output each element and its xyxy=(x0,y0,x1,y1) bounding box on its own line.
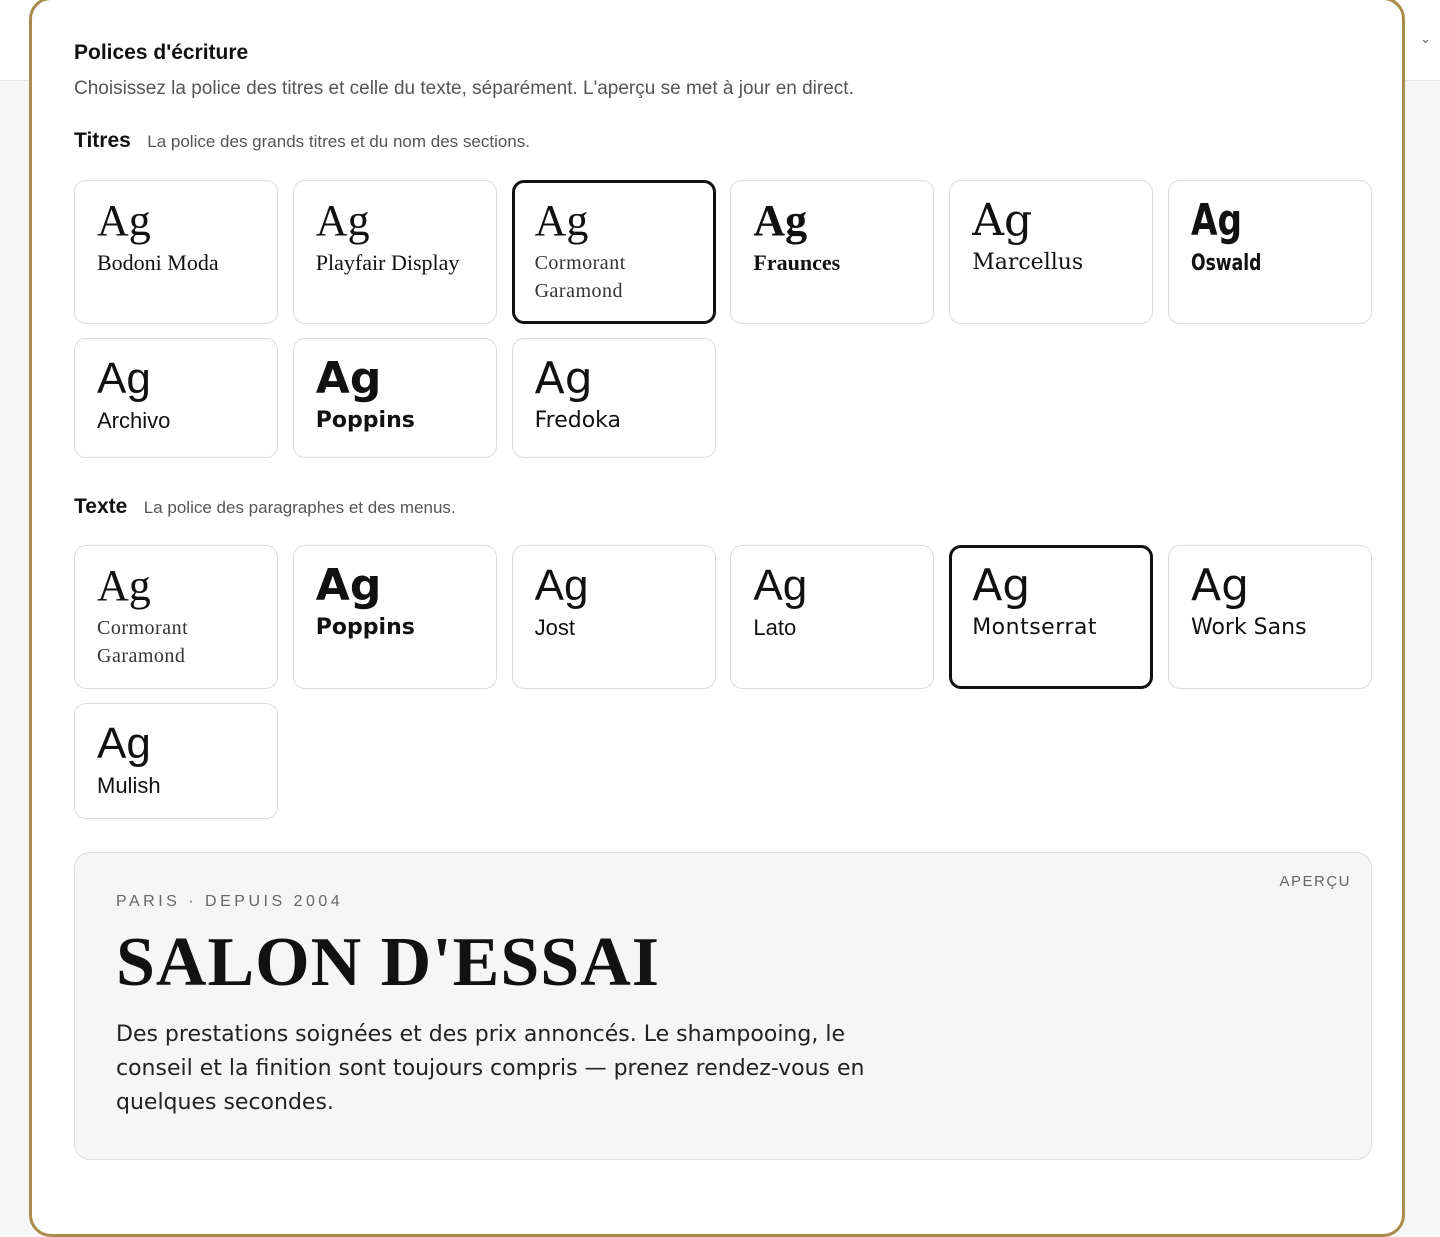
font-label: Cormorant Garamond xyxy=(534,252,626,302)
font-label: Playfair Display xyxy=(315,250,460,275)
font-sample: Ag xyxy=(97,354,151,403)
texte-font-work-sans[interactable] xyxy=(1168,545,1372,689)
font-sample: Ag xyxy=(97,719,151,768)
titres-font-playfair-display[interactable] xyxy=(293,180,497,324)
font-sample: Ag xyxy=(315,560,382,611)
titres-font-bodoni-moda[interactable] xyxy=(74,180,278,324)
font-label: Jost xyxy=(534,615,575,640)
font-sample: Ag xyxy=(1190,560,1250,611)
font-sample: Ag xyxy=(972,560,1031,611)
font-label: Montserrat xyxy=(972,615,1098,640)
panel-title: Polices d'écriture xyxy=(74,41,249,64)
panel-subtitle: Choisissez la police des titres et celle du texte, séparément. L'aperçu se met à jour en direct. xyxy=(74,78,854,99)
font-sample: Ag xyxy=(315,353,382,404)
preview-headline: SALON D'ESSAI xyxy=(116,924,661,1001)
font-label: Poppins xyxy=(315,408,415,433)
font-sample: Ag xyxy=(753,196,808,245)
font-label: Oswald xyxy=(1190,251,1262,276)
texte-font-grid xyxy=(74,545,1372,819)
font-label: Cormorant Garamond xyxy=(97,617,189,667)
texte-section-title: Texte xyxy=(74,495,128,518)
titres-font-grid xyxy=(74,180,1372,458)
texte-font-montserrat[interactable] xyxy=(949,545,1153,689)
titres-font-oswald[interactable] xyxy=(1168,180,1372,324)
font-sample: Ag xyxy=(534,353,593,404)
texte-font-cormorant-garamond[interactable] xyxy=(74,545,278,689)
texte-section-desc: La police des paragraphes et des menus. xyxy=(143,498,456,517)
font-label: Poppins xyxy=(315,615,415,640)
font-sample: Ag xyxy=(315,196,370,245)
font-sample: Ag xyxy=(534,196,589,245)
chevron-down-icon[interactable]: ⌄ xyxy=(1420,31,1431,46)
font-sample: Ag xyxy=(972,195,1033,246)
titres-section-header xyxy=(74,129,530,153)
font-sample: Ag xyxy=(1190,195,1243,246)
titres-font-poppins[interactable] xyxy=(293,338,497,458)
font-sample: Ag xyxy=(97,561,151,610)
font-label: Lato xyxy=(753,615,797,640)
font-sample: Ag xyxy=(97,196,151,245)
live-preview xyxy=(74,852,1372,1160)
font-label: Work Sans xyxy=(1190,615,1307,640)
texte-font-lato[interactable] xyxy=(730,545,934,689)
font-sample: Ag xyxy=(534,561,589,610)
titres-font-archivo[interactable] xyxy=(74,338,278,458)
font-label: Mulish xyxy=(97,773,161,798)
font-label: Fredoka xyxy=(534,408,622,433)
titres-section-desc: La police des grands titres et du nom des sections. xyxy=(147,132,530,151)
preview-tag: APERÇU xyxy=(1279,873,1351,890)
texte-font-mulish[interactable] xyxy=(74,703,278,819)
texte-font-jost[interactable] xyxy=(512,545,716,689)
font-sample: Ag xyxy=(753,561,808,610)
font-label: Archivo xyxy=(97,408,171,433)
fonts-panel xyxy=(29,0,1405,1237)
font-label: Fraunces xyxy=(753,250,841,275)
texte-font-poppins[interactable] xyxy=(293,545,497,689)
preview-eyebrow: PARIS · DEPUIS 2004 xyxy=(116,893,344,910)
preview-body: Des prestations soignées et des prix annoncés. Le shampooing, le conseil et la finition sont toujours compris — prenez rendez-vous en quelques secondes. xyxy=(116,1022,865,1115)
titres-font-cormorant-garamond[interactable] xyxy=(512,180,716,324)
titres-section-title: Titres xyxy=(74,129,131,152)
font-label: Bodoni Moda xyxy=(97,250,219,275)
titres-font-marcellus[interactable] xyxy=(949,180,1153,324)
titres-font-fredoka[interactable] xyxy=(512,338,716,458)
font-label: Marcellus xyxy=(972,250,1084,275)
texte-section-header xyxy=(74,495,456,519)
titres-font-fraunces[interactable] xyxy=(730,180,934,324)
